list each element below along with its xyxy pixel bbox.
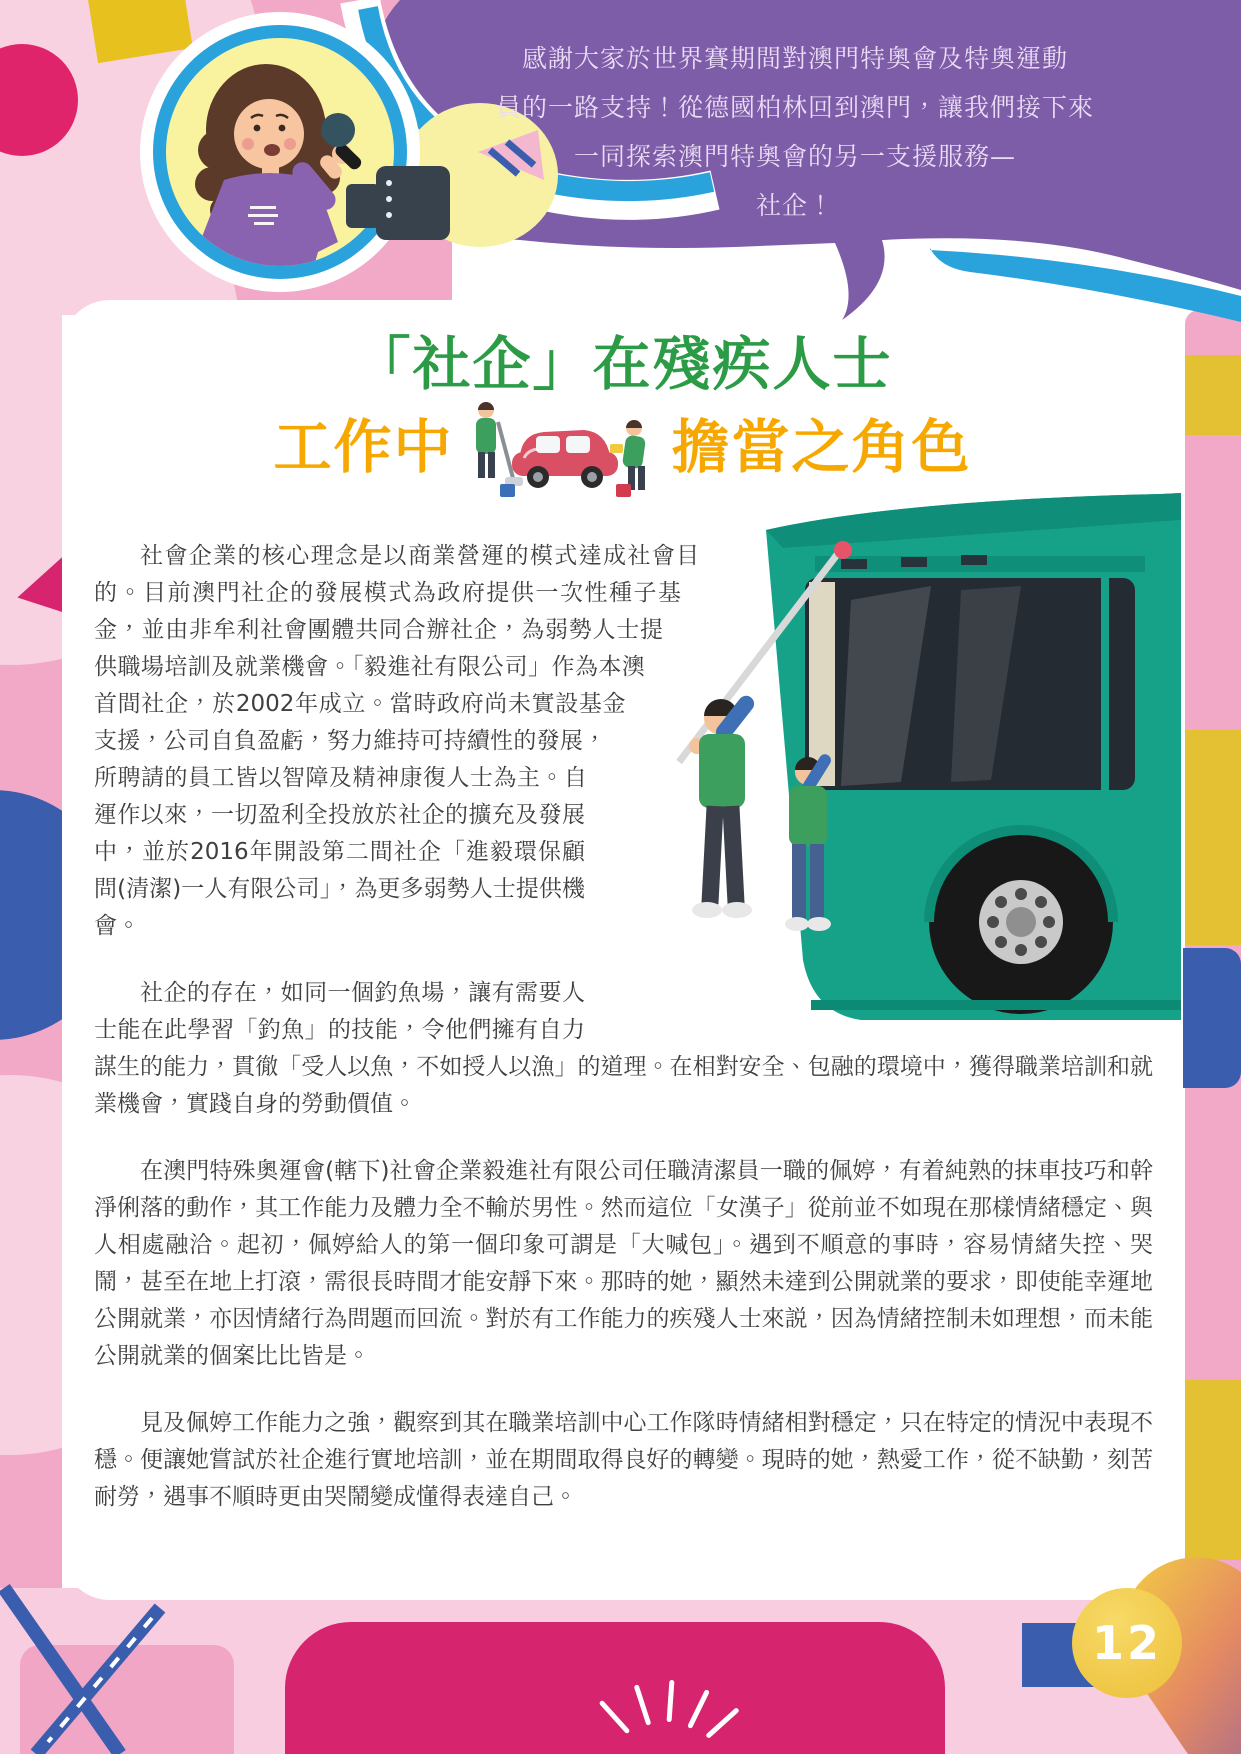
strip-segment-yellow [1185,730,1241,945]
paragraph-4: 見及佩婷工作能力之強，觀察到其在職業培訓中心工作隊時情緒相對穩定，只在特定的情況中表現不穩。便讓她嘗試於社企進行實地培訓，並在期間取得良好的轉變。現時的她，熱愛工作，從不缺勤，刻苦耐勞，遇事不順時更由哭鬧變成懂得表達自己。 [94,1410,1153,1511]
strip-segment-yellow [1185,1380,1241,1560]
left-pink-strip [0,315,62,1593]
bubble-line: 員的一路支持！從德國柏林回到澳門，讓我們接下來 [495,93,1094,122]
title-line2-left: 工作中 [273,413,454,482]
camera-dot [386,212,392,218]
blue-circle [0,790,62,1040]
paragraph-2: 社企的存在，如同一個釣魚場，讓有需要人士能在此學習「釣魚」的技能，令他們擁有自力謀生的能力，貫徹「受人以魚，不如授人以漁」的道理。在相對安全、包融的環境中，獲得職業培訓和就業機會，實踐自身的勞動價值。 [94,980,1153,1118]
content-card [62,300,1183,1600]
light-pink-circle [0,1075,62,1455]
camera-body [376,166,450,240]
reporter-avatar [140,12,420,292]
magenta-blob [285,1622,945,1754]
title-line2-right: 擔當之角色 [671,413,972,482]
strip-segment-pink [1185,435,1241,730]
title-line1: 「社企」在殘疾人士 [352,330,893,398]
bubble-line: 一同探索澳門特奧會的另一支援服務— [573,142,1016,171]
strip-segment-yellow [1185,355,1241,435]
page-number: 12 [1091,1616,1162,1670]
page-number-badge [1072,1588,1182,1698]
blue-check-lines [0,1578,180,1754]
camera-dot [386,180,392,186]
bubble-text [430,34,1160,230]
article-body [94,538,1153,1516]
video-camera-icon [346,158,450,244]
camera-lens [346,184,380,228]
paragraph-3: 在澳門特殊奧運會(轄下)社會企業毅進社有限公司任職清潔員一職的佩婷，有着純熟的抹車技巧和幹淨俐落的動作，其工作能力及體力全不輸於男性。然而這位「女漢子」從前並不如現在那樣情緒穩定、與人相處融洽。起初，佩婷給人的第一個印象可謂是「大喊包」。遇到不順意的事時，容易情緒失控、哭鬧，甚至在地上打滾，需很長時間才能安靜下來。那時的她，顯然未達到公開就業的要求，即使能幸運地公開就業，亦因情緒行為問題而回流。對於有工作能力的疾殘人士來説，因為情緒控制未如理想，而未能公開就業的個案比比皆是。 [94,1158,1153,1370]
bubble-line: 感謝大家於世界賽期間對澳門特奧會及特奧運動 [521,44,1068,73]
paragraph-1: 社會企業的核心理念是以商業營運的模式達成社會目的。目前澳門社企的發展模式為政府提供一次性種子基金，並由非牟利社會團體共同合辦社企，為弱勢人士提供職場培訓及就業機會。「毅進社有限公司」作為本澳首間社企，於2002年成立。當時政府尚未實設基金支援，公司自負盈虧，努力維持可持續性的發展，所聘請的員工皆以智障及精神康復人士為主。自運作以來，一切盈利全投放於社企的擴充及發展中，並於2016年開設第二間社企「進毅環保顧問(清潔)一人有限公司」，為更多弱勢人士提供機會。 [94,543,700,940]
light-pink-circle [0,315,62,665]
bubble-line: 社企！ [755,191,834,220]
car-wash-illustration-icon [458,392,668,502]
camera-dot [386,196,392,202]
